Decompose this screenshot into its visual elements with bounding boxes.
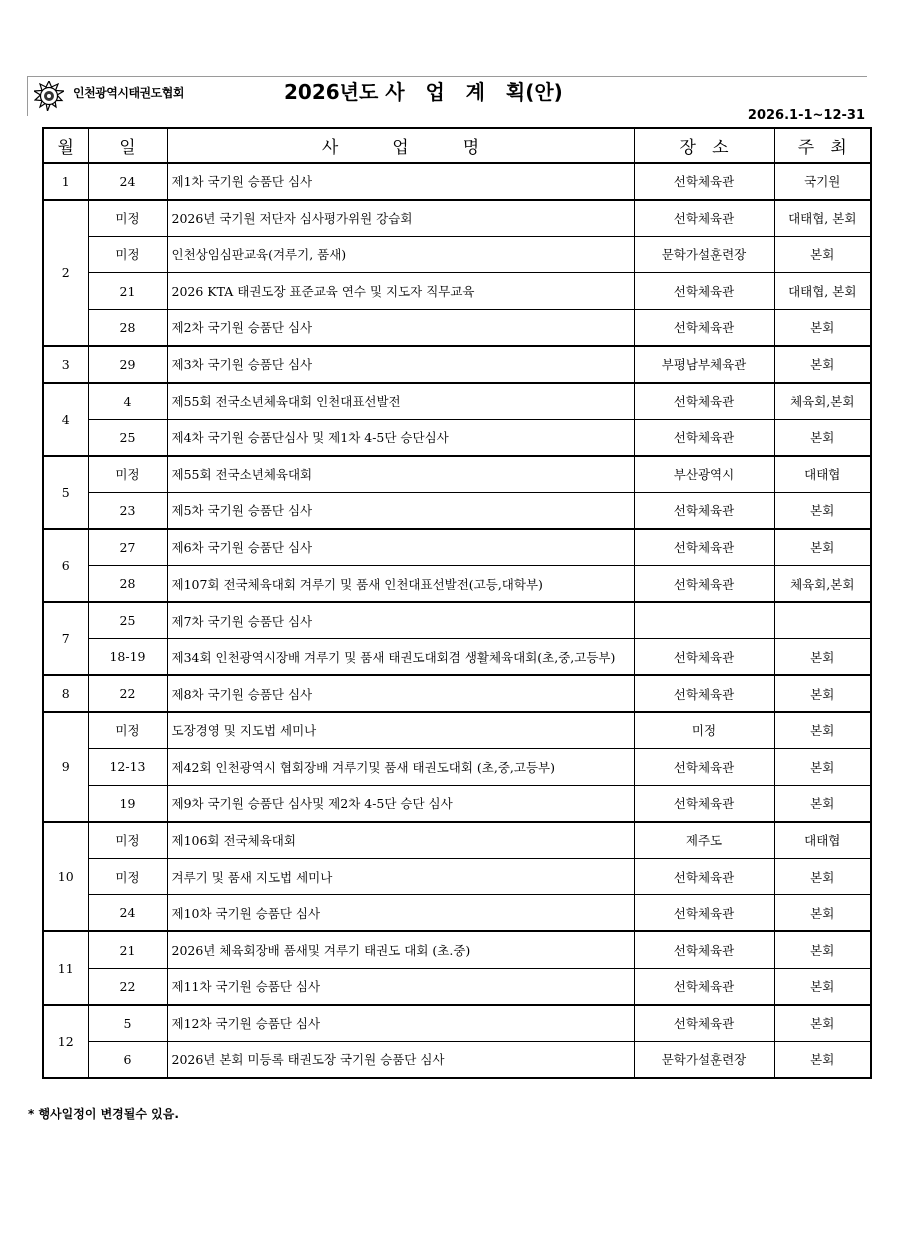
- host-cell: [774, 602, 871, 639]
- day-cell: 미정: [88, 236, 167, 273]
- venue-cell: 선학체육관: [634, 675, 774, 712]
- host-cell: 체육회,본회: [774, 566, 871, 603]
- organization-name: 인천광역시태권도협회: [73, 86, 184, 100]
- event-name-cell: 제55회 전국소년체육대회 인천대표선발전: [167, 383, 634, 420]
- host-cell: 본회: [774, 346, 871, 383]
- venue-cell: [634, 602, 774, 639]
- column-header-day: 일: [88, 128, 167, 163]
- day-cell: 4: [88, 383, 167, 420]
- day-cell: 미정: [88, 200, 167, 237]
- month-cell: 2: [43, 200, 88, 346]
- event-name-cell: 제55회 전국소년체육대회: [167, 456, 634, 493]
- host-cell: 본회: [774, 529, 871, 566]
- venue-cell: 부산광역시: [634, 456, 774, 493]
- table-row: [43, 419, 871, 456]
- event-name-cell: 제1차 국기원 승품단 심사: [167, 163, 634, 200]
- venue-cell: 선학체육관: [634, 273, 774, 310]
- venue-cell: 선학체육관: [634, 566, 774, 603]
- host-cell: 본회: [774, 492, 871, 529]
- table-row: [43, 785, 871, 822]
- host-cell: 본회: [774, 749, 871, 786]
- table-row: [43, 822, 871, 859]
- host-cell: 본회: [774, 309, 871, 346]
- table-row: [43, 1005, 871, 1042]
- table-row: [43, 749, 871, 786]
- table-row: [43, 931, 871, 968]
- column-header-host: 주 최: [774, 128, 871, 163]
- table-row: [43, 566, 871, 603]
- venue-cell: 미정: [634, 712, 774, 749]
- day-cell: 28: [88, 566, 167, 603]
- event-name-cell: 제3차 국기원 승품단 심사: [167, 346, 634, 383]
- day-cell: 미정: [88, 858, 167, 895]
- event-name-cell: 제10차 국기원 승품단 심사: [167, 895, 634, 932]
- table-row: [43, 639, 871, 676]
- venue-cell: 선학체육관: [634, 968, 774, 1005]
- host-cell: 본회: [774, 1005, 871, 1042]
- day-cell: 19: [88, 785, 167, 822]
- day-cell: 21: [88, 931, 167, 968]
- month-cell: 11: [43, 931, 88, 1004]
- host-cell: 본회: [774, 236, 871, 273]
- venue-cell: 선학체육관: [634, 931, 774, 968]
- venue-cell: 선학체육관: [634, 492, 774, 529]
- table-row: [43, 309, 871, 346]
- event-name-cell: 제2차 국기원 승품단 심사: [167, 309, 634, 346]
- host-cell: 본회: [774, 931, 871, 968]
- event-name-cell: 2026년 체육회장배 품새및 겨루기 태권도 대회 (초.중): [167, 931, 634, 968]
- day-cell: 29: [88, 346, 167, 383]
- event-name-cell: 제106회 전국체육대회: [167, 822, 634, 859]
- table-row: [43, 273, 871, 310]
- day-cell: 23: [88, 492, 167, 529]
- event-name-cell: 2026년 본회 미등록 태권도장 국기원 승품단 심사: [167, 1041, 634, 1078]
- host-cell: 국기원: [774, 163, 871, 200]
- business-plan-table: [42, 127, 872, 1079]
- venue-cell: 선학체육관: [634, 749, 774, 786]
- event-name-cell: 제8차 국기원 승품단 심사: [167, 675, 634, 712]
- day-cell: 21: [88, 273, 167, 310]
- day-cell: 18-19: [88, 639, 167, 676]
- day-cell: 22: [88, 968, 167, 1005]
- table-row: [43, 200, 871, 237]
- table-row: [43, 529, 871, 566]
- day-cell: 27: [88, 529, 167, 566]
- document-title: 2026년도 사 업 계 획(안): [284, 80, 563, 104]
- venue-cell: 선학체육관: [634, 309, 774, 346]
- host-cell: 대태협, 본회: [774, 200, 871, 237]
- month-cell: 10: [43, 822, 88, 932]
- day-cell: 미정: [88, 712, 167, 749]
- association-emblem-icon: [34, 81, 64, 111]
- event-name-cell: 제107회 전국체육대회 겨루기 및 품새 인천대표선발전(고등,대학부): [167, 566, 634, 603]
- table-row: [43, 492, 871, 529]
- host-cell: 본회: [774, 639, 871, 676]
- column-header-venue: 장 소: [634, 128, 774, 163]
- host-cell: 본회: [774, 712, 871, 749]
- footnote: * 행사일정이 변경될수 있음.: [28, 1107, 179, 1121]
- host-cell: 대태협, 본회: [774, 273, 871, 310]
- event-name-cell: 2026 KTA 태권도장 표준교육 연수 및 지도자 직무교육: [167, 273, 634, 310]
- table-row: [43, 675, 871, 712]
- month-cell: 9: [43, 712, 88, 822]
- day-cell: 5: [88, 1005, 167, 1042]
- host-cell: 본회: [774, 858, 871, 895]
- day-cell: 24: [88, 163, 167, 200]
- day-cell: 미정: [88, 456, 167, 493]
- event-name-cell: 제6차 국기원 승품단 심사: [167, 529, 634, 566]
- table-row: [43, 383, 871, 420]
- venue-cell: 선학체육관: [634, 895, 774, 932]
- host-cell: 본회: [774, 1041, 871, 1078]
- venue-cell: 선학체육관: [634, 163, 774, 200]
- event-name-cell: 제34회 인천광역시장배 겨루기 및 품새 태권도대회겸 생활체육대회(초,중,고등부): [167, 639, 634, 676]
- host-cell: 본회: [774, 419, 871, 456]
- table-row: [43, 968, 871, 1005]
- venue-cell: 선학체육관: [634, 1005, 774, 1042]
- month-cell: 3: [43, 346, 88, 383]
- table-row: [43, 236, 871, 273]
- event-name-cell: 2026년 국기원 저단자 심사평가위원 강습회: [167, 200, 634, 237]
- event-name-cell: 제12차 국기원 승품단 심사: [167, 1005, 634, 1042]
- venue-cell: 선학체육관: [634, 529, 774, 566]
- venue-cell: 선학체육관: [634, 858, 774, 895]
- host-cell: 대태협: [774, 456, 871, 493]
- host-cell: 체육회,본회: [774, 383, 871, 420]
- host-cell: 본회: [774, 675, 871, 712]
- day-cell: 25: [88, 419, 167, 456]
- host-cell: 본회: [774, 895, 871, 932]
- event-name-cell: 제7차 국기원 승품단 심사: [167, 602, 634, 639]
- venue-cell: 선학체육관: [634, 639, 774, 676]
- venue-cell: 제주도: [634, 822, 774, 859]
- month-cell: 5: [43, 456, 88, 529]
- day-cell: 6: [88, 1041, 167, 1078]
- event-name-cell: 제5차 국기원 승품단 심사: [167, 492, 634, 529]
- day-cell: 24: [88, 895, 167, 932]
- plan-period: 2026.1-1~12-31: [747, 108, 865, 123]
- table-row: [43, 163, 871, 200]
- table-body: [43, 163, 871, 1078]
- month-cell: 12: [43, 1005, 88, 1078]
- venue-cell: 부평남부체육관: [634, 346, 774, 383]
- venue-cell: 선학체육관: [634, 785, 774, 822]
- event-name-cell: 겨루기 및 품새 지도법 세미나: [167, 858, 634, 895]
- day-cell: 12-13: [88, 749, 167, 786]
- day-cell: 22: [88, 675, 167, 712]
- day-cell: 25: [88, 602, 167, 639]
- venue-cell: 문학가설훈련장: [634, 236, 774, 273]
- event-name-cell: 제4차 국기원 승품단심사 및 제1차 4-5단 승단심사: [167, 419, 634, 456]
- venue-cell: 선학체육관: [634, 383, 774, 420]
- event-name-cell: 인천상임심판교육(겨루기, 품새): [167, 236, 634, 273]
- event-name-cell: 제9차 국기원 승품단 심사및 제2차 4-5단 승단 심사: [167, 785, 634, 822]
- table-row: [43, 858, 871, 895]
- host-cell: 대태협: [774, 822, 871, 859]
- venue-cell: 선학체육관: [634, 200, 774, 237]
- event-name-cell: 도장경영 및 지도법 세미나: [167, 712, 634, 749]
- column-header-month: 월: [43, 128, 88, 163]
- column-header-event: 사 업 명: [167, 128, 634, 163]
- host-cell: 본회: [774, 785, 871, 822]
- month-cell: 6: [43, 529, 88, 602]
- table-row: [43, 456, 871, 493]
- table-header-row: [43, 128, 871, 163]
- table-row: [43, 712, 871, 749]
- month-cell: 1: [43, 163, 88, 200]
- month-cell: 7: [43, 602, 88, 675]
- day-cell: 미정: [88, 822, 167, 859]
- month-cell: 4: [43, 383, 88, 456]
- event-name-cell: 제11차 국기원 승품단 심사: [167, 968, 634, 1005]
- day-cell: 28: [88, 309, 167, 346]
- venue-cell: 문학가설훈련장: [634, 1041, 774, 1078]
- table-row: [43, 346, 871, 383]
- venue-cell: 선학체육관: [634, 419, 774, 456]
- host-cell: 본회: [774, 968, 871, 1005]
- event-name-cell: 제42회 인천광역시 협회장배 겨루기및 품새 태권도대회 (초,중,고등부): [167, 749, 634, 786]
- month-cell: 8: [43, 675, 88, 712]
- table-row: [43, 895, 871, 932]
- table-row: [43, 602, 871, 639]
- table-row: [43, 1041, 871, 1078]
